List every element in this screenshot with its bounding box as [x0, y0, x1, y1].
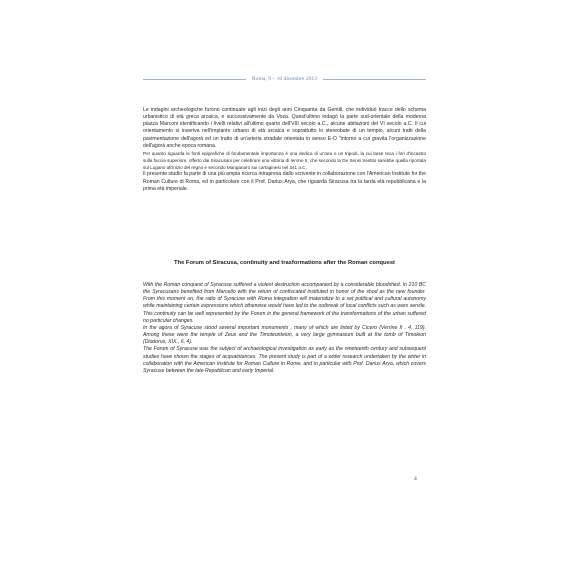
header-rule-right [323, 79, 426, 80]
english-text [143, 282, 426, 375]
section-title: The Forum of Siracusa, continuity and trasformations after the Roman conquest [174, 260, 395, 266]
page-number: 4 [414, 476, 417, 482]
english-paragraph-3: The Forum of Syracuse was the subject of archaeological investigation as early as the nineteenth century and subsequent studies have shown the stages of acquaintances. The present study is part of a wider research undertaken by the writer in collaboration with the American Institute for Roman Culture in Rome, and in particular with Prof. Darius Arya, which covers Syracuse between the late Republican and early Imperial. [143, 346, 426, 374]
header-rule-left [143, 79, 246, 80]
running-header [143, 76, 426, 82]
running-title: Roma, 9 – 10 dicembre 2013 [252, 76, 317, 82]
english-paragraph-2: In the agora of Syracuse stood several important monuments , many of which are listed by Cicero (Verrine II , 4, 119). Among these were the temple of Zeus and the Timoleonteion, a very large gymnasium built at the tomb of Timoleon (Diodorus, XIX., 6, 4). [143, 324, 426, 346]
italian-paragraph-1: Le indagini archeologiche furono continuate agli inizi degli anni Cinquanta da Gentili, che individuò tracce dello schema urbanistico di età greca arcaica, e successivamente da Voza. Quest'ultimo indagò la parte sud-orientale della moderna piazza Marconi identificando i livelli relativi all'ultimo quarto dell'VIII secolo a.C., alcune abitazioni del VI secolo a.C. Il cui orientamento si inseriva nell'impianto urbano di età arcaica e soprattutto lo stereobate di un tempio, alcuni tratti della pavimentazione dell'agorà ed un tratto di un'arteria stradale orientata in senso E-O "intorno a cui gravita l'organizzazione dell'agorà anche epoca romana. [143, 107, 426, 149]
english-paragraph-1: With the Roman conquest of Syracuse suffered a violent destruction accompanied by a considerable bloodshed. In 210 BC the Syracusans benefited from Marcello with the return of confiscated instituted in honor of the shod as the new founder. From this moment on, the ratio of Syracuse with Roma integration will materialize to a set political and cultural autonomy while maintaining certain expressions which otherwise would have led to the outbreak of local conflicts such as wars servile. This continuity can be well represented by the Forum in the general framework of the transformations of the urban suffered no particular changes. [143, 282, 426, 324]
italian-text [143, 107, 426, 193]
italian-paragraph-2: Per quanto riguarda le fonti epigrafiche di fondamentale importanza è una dedica di un'ara o un tripodi, la cui base reca i fori d'incastro sulla faccia superiore, offerto dai Siracusani per celebrare una vittoria di Ierone II, che secondo la De Sensi Sestito sarebbe quella riportata sul Lugano all'inizio del regno e secondo Manganaro sui cartaginesi nel 241 a.C. [143, 150, 426, 171]
italian-paragraph-3: Il presente studio fa parte di una più ampia ricerca intrapresa dallo scrivente in collaborazione con l'American Institute for the Roman Culture di Roma, ed in particolare con il Prof. Darius Arya, che riguarda Siracusa tra la tarda età repubblicana e la prima età imperiale. [143, 171, 427, 192]
